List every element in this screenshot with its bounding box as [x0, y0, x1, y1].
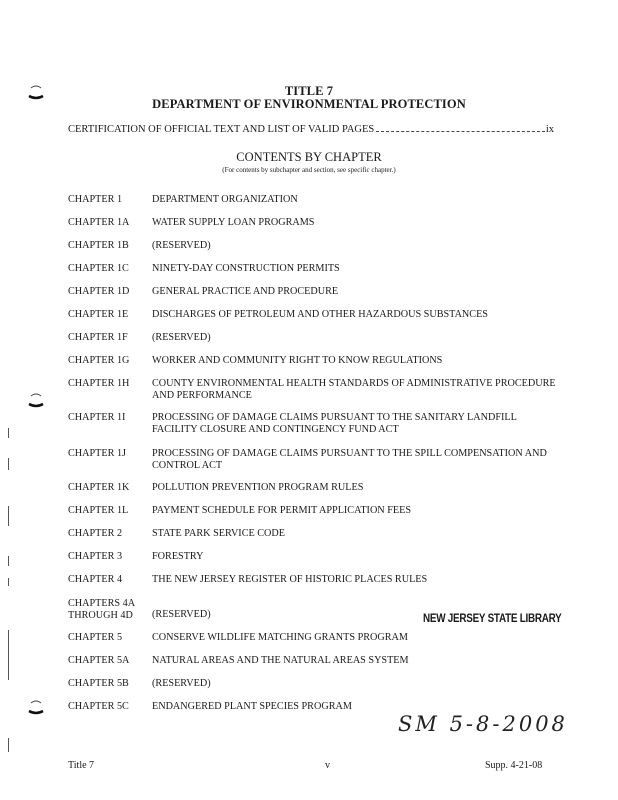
chapter-number: CHAPTER 1K — [68, 482, 130, 493]
chapter-title: WORKER AND COMMUNITY RIGHT TO KNOW REGULATIONS — [152, 355, 443, 366]
chapter-title: PAYMENT SCHEDULE FOR PERMIT APPLICATION FEES — [152, 505, 411, 516]
chapter-title: PROCESSING OF DAMAGE CLAIMS PURSUANT TO THE SANITARY LANDFILL FACILITY CLOSURE AND CONTINGENCY FUND ACT — [152, 412, 517, 435]
chapter-number: CHAPTER 1F — [68, 332, 128, 343]
contents-heading: CONTENTS BY CHAPTER — [236, 150, 382, 164]
contents-note: (For contents by subchapter and section, see specific chapter.) — [222, 166, 396, 174]
chapter-title: (RESERVED) — [152, 609, 211, 620]
chapter-number: CHAPTER 1A — [68, 217, 130, 228]
chapter-number: CHAPTER 5C — [68, 701, 129, 712]
chapter-number: CHAPTER 1J — [68, 448, 127, 459]
chapter-number: CHAPTER 1L — [68, 505, 129, 516]
chapter-number: CHAPTER 1I — [68, 412, 126, 423]
chapter-title: GENERAL PRACTICE AND PROCEDURE — [152, 286, 339, 297]
library-stamp: NEW JERSEY STATE LIBRARY — [423, 613, 562, 625]
chapter-title: (RESERVED) — [152, 678, 211, 689]
dot-leader — [376, 130, 545, 132]
chapter-number: CHAPTER 1B — [68, 240, 129, 251]
scan-edge-mark — [8, 428, 9, 438]
title-number: TITLE 7 — [284, 84, 334, 98]
punch-hole-icon — [28, 393, 44, 409]
chapter-title: CONSERVE WILDLIFE MATCHING GRANTS PROGRAM — [152, 632, 408, 643]
footer-page-number: v — [325, 760, 330, 771]
chapter-title: DISCHARGES OF PETROLEUM AND OTHER HAZARDOUS SUBSTANCES — [152, 309, 488, 320]
chapter-title: COUNTY ENVIRONMENTAL HEALTH STANDARDS OF ADMINISTRATIVE PROCEDURE AND PERFORMANCE — [152, 378, 556, 401]
chapter-number: CHAPTER 1C — [68, 263, 129, 274]
chapter-number: CHAPTER 1H — [68, 378, 130, 389]
scan-edge-mark — [8, 578, 9, 586]
chapter-title: PROCESSING OF DAMAGE CLAIMS PURSUANT TO THE SPILL COMPENSATION AND CONTROL ACT — [152, 448, 547, 471]
chapter-title: NATURAL AREAS AND THE NATURAL AREAS SYSTEM — [152, 655, 409, 666]
chapter-title: STATE PARK SERVICE CODE — [152, 528, 285, 539]
chapter-number: CHAPTER 1 — [68, 194, 123, 205]
scan-edge-mark — [8, 506, 9, 526]
chapter-title: DEPARTMENT ORGANIZATION — [152, 194, 298, 205]
chapter-title: (RESERVED) — [152, 240, 211, 251]
chapter-number: CHAPTER 3 — [68, 551, 123, 562]
handwritten-note: SM 5-8-2008 — [398, 712, 568, 736]
chapter-title: WATER SUPPLY LOAN PROGRAMS — [152, 217, 315, 228]
chapter-title: POLLUTION PREVENTION PROGRAM RULES — [152, 482, 364, 493]
scan-edge-mark — [8, 458, 9, 470]
chapter-number: CHAPTER 2 — [68, 528, 123, 539]
certification-line — [68, 124, 554, 135]
scan-edge-mark — [8, 556, 9, 566]
footer-right: Supp. 4-21-08 — [485, 760, 543, 771]
chapter-title: (RESERVED) — [152, 332, 211, 343]
department-title: DEPARTMENT OF ENVIRONMENTAL PROTECTION — [152, 97, 466, 111]
scan-edge-mark — [8, 630, 9, 680]
chapter-number: CHAPTER 5 — [68, 632, 123, 643]
certification-label: CERTIFICATION OF OFFICIAL TEXT AND LIST OF VALID PAGES — [68, 124, 375, 135]
chapter-number: CHAPTER 1D — [68, 286, 130, 297]
certification-page: ix — [545, 124, 554, 135]
chapter-title: FORESTRY — [152, 551, 204, 562]
chapter-number: CHAPTER 5B — [68, 678, 129, 689]
chapter-title: ENDANGERED PLANT SPECIES PROGRAM — [152, 701, 352, 712]
chapter-title: THE NEW JERSEY REGISTER OF HISTORIC PLACES RULES — [152, 574, 428, 585]
punch-hole-icon — [28, 700, 44, 716]
chapter-number: CHAPTER 4 — [68, 574, 123, 585]
chapter-number: CHAPTERS 4A THROUGH 4D — [68, 598, 136, 621]
footer-left: Title 7 — [68, 760, 95, 771]
scan-edge-mark — [8, 738, 9, 752]
chapter-title: NINETY-DAY CONSTRUCTION PERMITS — [152, 263, 340, 274]
chapter-number: CHAPTER 1G — [68, 355, 130, 366]
chapter-number: CHAPTER 1E — [68, 309, 129, 320]
chapter-number: CHAPTER 5A — [68, 655, 130, 666]
